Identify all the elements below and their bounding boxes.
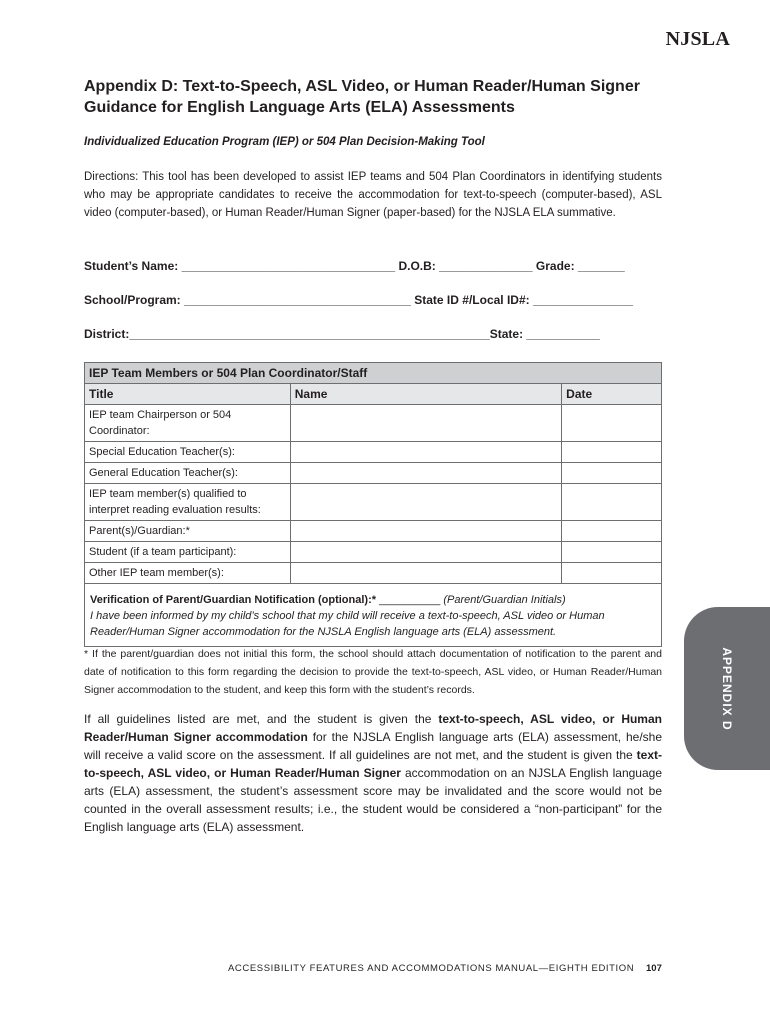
page-title — [84, 76, 684, 118]
column-header-name: Name — [290, 384, 561, 405]
verification-label: Verification of Parent/Guardian Notification (optional):* — [90, 594, 377, 606]
table-row — [85, 563, 662, 584]
page-title-line-1: Appendix D: Text-to-Speech, ASL Video, or Human Reader/Human Signer — [84, 78, 640, 95]
row-title-special-ed-teacher: Special Education Teacher(s): — [85, 442, 291, 463]
column-header-date: Date — [562, 384, 662, 405]
appendix-tab-label: APPENDIX D — [720, 647, 734, 731]
name-cell[interactable] — [290, 563, 561, 584]
row-title-qualified-member: IEP team member(s) qualified to interpret reading evaluation results: — [85, 484, 291, 521]
paragraph-text: If all guidelines listed are met, and the student is given the — [84, 712, 439, 726]
form-subtitle: Individualized Education Program (IEP) or 504 Plan Decision-Making Tool — [84, 136, 485, 148]
name-cell[interactable] — [290, 484, 561, 521]
guidance-paragraph — [84, 710, 662, 836]
name-cell[interactable] — [290, 542, 561, 563]
date-cell[interactable] — [562, 442, 662, 463]
column-header-title: Title — [85, 384, 291, 405]
row-title-student: Student (if a team participant): — [85, 542, 291, 563]
student-info-line[interactable]: Student’s Name: ________________________________ D.O.B: ______________ Grade: _______ — [84, 259, 625, 273]
date-cell[interactable] — [562, 405, 662, 442]
table-row — [85, 442, 662, 463]
table-row — [85, 484, 662, 521]
paragraph-bold-text: text-to-speech, ASL video, or Human Reader/Human Signer — [84, 748, 662, 780]
row-title-chairperson: IEP team Chairperson or 504 Coordinator: — [85, 405, 291, 442]
date-cell[interactable] — [562, 521, 662, 542]
row-title-other-member: Other IEP team member(s): — [85, 563, 291, 584]
page-number: 107 — [646, 963, 662, 974]
name-cell[interactable] — [290, 405, 561, 442]
paragraph-text: for the NJSLA English language arts (ELA) assessment, he/she will receive a valid score on the assessment. If all guidelines are not met, and the student is given the — [84, 730, 662, 762]
name-cell[interactable] — [290, 442, 561, 463]
verification-cell — [85, 584, 662, 647]
appendix-side-tab — [684, 607, 770, 770]
row-title-general-ed-teacher: General Education Teacher(s): — [85, 463, 291, 484]
paragraph-bold-text: text-to-speech, ASL video, or Human Reader/Human Signer accommodation — [84, 712, 662, 744]
row-title-parent-guardian: Parent(s)/Guardian:* — [85, 521, 291, 542]
table-caption: IEP Team Members or 504 Plan Coordinator/Staff — [85, 363, 662, 384]
table-row — [85, 463, 662, 484]
table-header-row — [85, 384, 662, 405]
verification-row — [85, 584, 662, 647]
paragraph-text: accommodation on an NJSLA English language arts (ELA) assessment, the student’s assessment score may be invalidated and the score would not be counted in the overall assessment results; i.e., the student would be considered a “non-participant” for the English language arts (ELA) assessment. — [84, 766, 662, 834]
initials-hint: (Parent/Guardian Initials) — [443, 594, 566, 606]
district-info-line[interactable]: District:______________________________________________________State: ___________ — [84, 327, 600, 341]
date-cell[interactable] — [562, 563, 662, 584]
name-cell[interactable] — [290, 463, 561, 484]
table-caption-row — [85, 363, 662, 384]
name-cell[interactable] — [290, 521, 561, 542]
table-row — [85, 521, 662, 542]
team-members-table — [84, 362, 662, 647]
verification-statement: I have been informed by my child’s school that my child will receive a text-to-speech, ASL video or Human Reader/Human Signer accommodation for the NJSLA English language arts (ELA) assessment. — [90, 610, 605, 638]
footnote: * If the parent/guardian does not initial this form, the school should attach documentation of notification to the parent and date of notification to this form regarding the decision to provide the text-to-speech, ASL video, or Human Reader/Human Signer accommodation to the student, and keep this form with the student’s records. — [84, 648, 662, 696]
initials-blank[interactable]: __________ — [376, 594, 444, 606]
page-title-line-2: Guidance for English Language Arts (ELA) Assessments — [84, 99, 515, 116]
njsla-brand: NJSLA — [665, 28, 730, 50]
date-cell[interactable] — [562, 542, 662, 563]
directions-text: Directions: This tool has been developed to assist IEP teams and 504 Plan Coordinators in identifying students who may be appropriate candidates to receive the accommodation for text-to-speech (computer-based), ASL video (computer-based), or Human Reader/Human Signer (paper-based) for the NJSLA ELA summative. — [84, 171, 662, 219]
table-row — [85, 405, 662, 442]
footer-manual-title: ACCESSIBILITY FEATURES AND ACCOMMODATIONS MANUAL—EIGHTH EDITION — [228, 963, 635, 974]
table-row — [85, 542, 662, 563]
school-info-line[interactable]: School/Program: __________________________________ State ID #/Local ID#: _______________ — [84, 293, 634, 307]
date-cell[interactable] — [562, 463, 662, 484]
date-cell[interactable] — [562, 484, 662, 521]
